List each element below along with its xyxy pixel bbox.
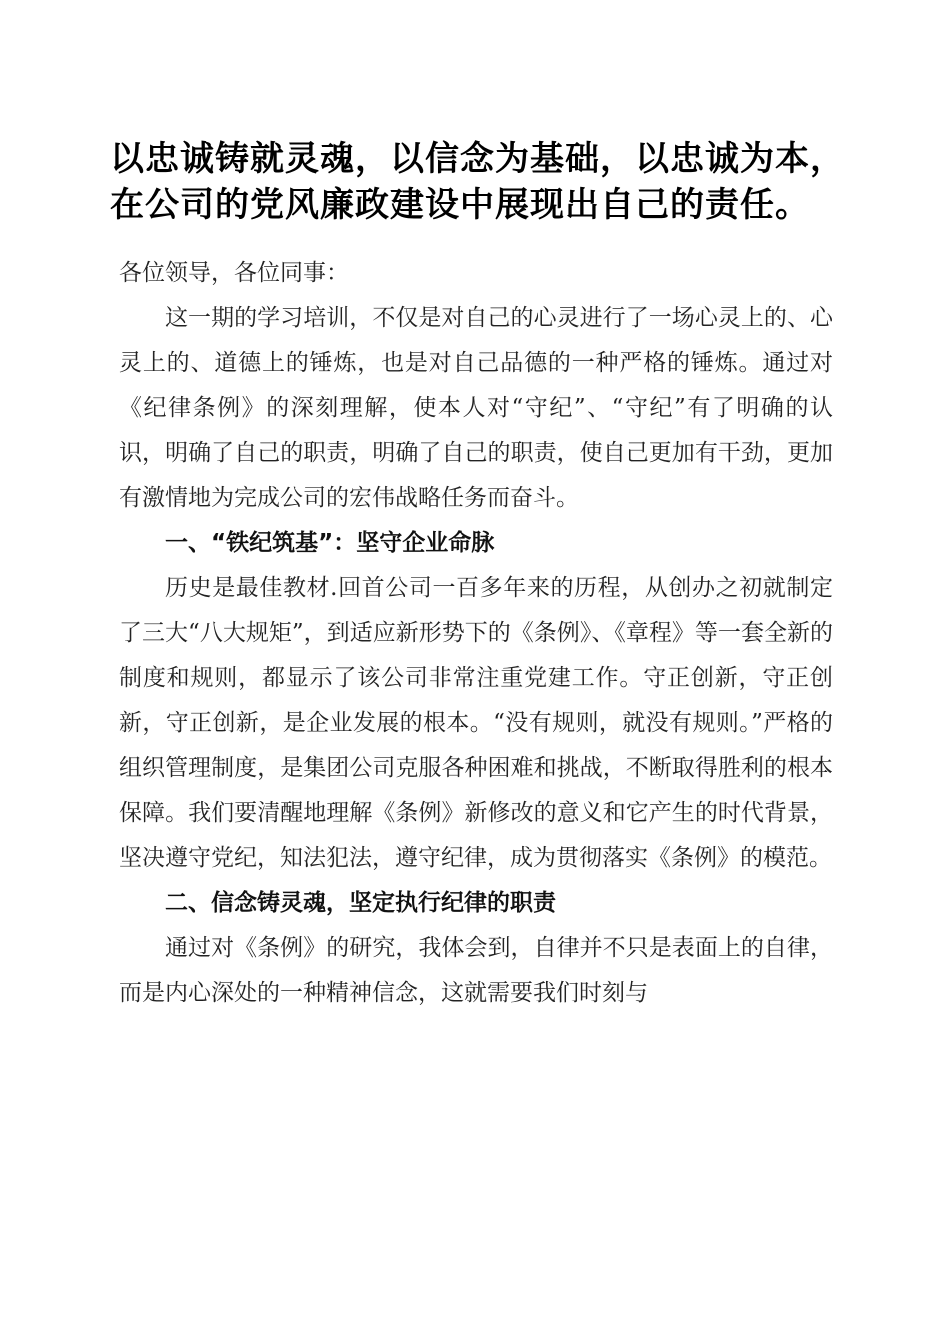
section-paragraph-2: 通过对《条例》的研究，我体会到，自律并不只是表面上的自律，而是内心深处的一种精神信念，这就需要我们时刻与 — [119, 935, 833, 1006]
document-title — [110, 136, 850, 228]
document-body — [119, 251, 833, 1016]
title-line-1: 以忠诚铸就灵魂，以信念为基础，以忠诚为本， — [110, 139, 845, 179]
salutation: 各位领导，各位同事： — [119, 260, 349, 286]
section-paragraph-1: 历史是最佳教材.回首公司一百多年来的历程，从创办之初就制定了三大“八大规矩”，到适应新形势下的《条例》、《章程》等一套全新的制度和规则，都显示了该公司非常注重党建工作。守正创新，守正创新，守正创新，是企业发展的根本。“没有规则，就没有规则。”严格的组织管理制度，是集团公司克服各种困难和挑战，不断取得胜利的根本保障。我们要清醒地理解《条例》新修改的意义和它产生的时代背景，坚决遵守党纪，知法犯法，遵守纪律，成为贯彻落实《条例》的模范。 — [119, 575, 833, 871]
intro-paragraph: 这一期的学习培训，不仅是对自己的心灵进行了一场心灵上的、心灵上的、道德上的锤炼，也是对自己品德的一种严格的锤炼。通过对《纪律条例》的深刻理解，使本人对“守纪”、“守纪”有了明确的认识，明确了自己的职责，明确了自己的职责，使自己更加有干劲，更加有激情地为完成公司的宏伟战略任务而奋斗。 — [119, 305, 833, 511]
section-heading-2: 二、信念铸灵魂，坚定执行纪律的职责 — [165, 890, 556, 916]
section-heading-1: 一、“铁纪筑基”：坚守企业命脉 — [165, 530, 495, 556]
title-line-2: 在公司的党风廉政建设中展现出自己的责任。 — [110, 185, 810, 225]
